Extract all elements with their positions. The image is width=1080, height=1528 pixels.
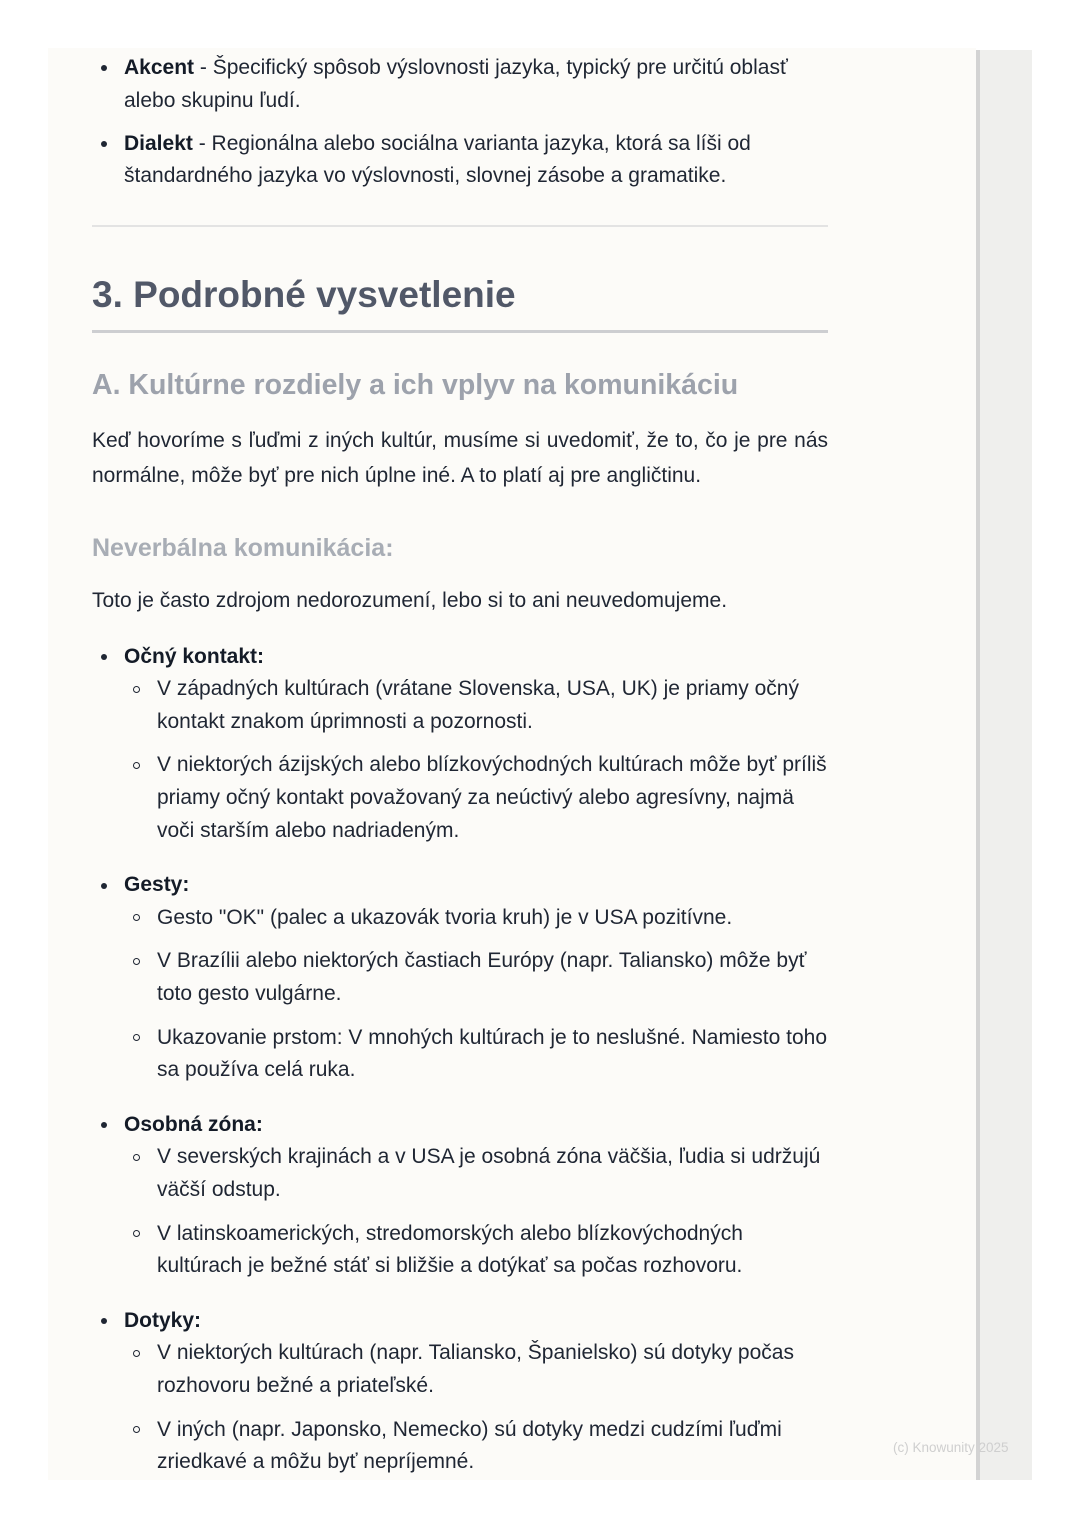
point-text: V severských krajinách a v USA je osobná zóna väčšia, ľudia si udržujú väčší odstup.: [157, 1145, 821, 1201]
point-text: V niektorých ázijských alebo blízkovýchodných kultúrach môže byť príliš priamy očný kontakt považovaný za neúctivý alebo agresívny, najmä voči starším alebo nadriadeným.: [157, 753, 827, 842]
point-text: Gesto "OK" (palec a ukazovák tvoria kruh) je v USA pozitívne.: [157, 905, 733, 929]
topic-item: [124, 1305, 828, 1479]
point-text: V Brazílii alebo niektorých častiach Európy (napr. Taliansko) môže byť toto gesto vulgárne.: [157, 949, 807, 1005]
right-margin-panel: [976, 50, 1032, 1480]
topic-label: Osobná zóna:: [124, 1112, 263, 1136]
list-item: [124, 128, 828, 193]
bullet-disc-icon: [101, 1122, 107, 1128]
watermark: (c) Knowunity 2025: [893, 1440, 1009, 1455]
topic-item: [124, 869, 828, 1087]
term: Akcent: [124, 56, 195, 79]
bullet-circle-icon: [133, 1034, 140, 1041]
point-item: [157, 902, 828, 935]
point-item: [157, 1022, 828, 1087]
bullet-circle-icon: [133, 762, 140, 769]
point-text: V iných (napr. Japonsko, Nemecko) sú dotyky medzi cudzími ľuďmi zriedkavé a môžu byť nepríjemné.: [157, 1417, 782, 1474]
bullet-disc-icon: [101, 141, 107, 147]
bullet-disc-icon: [101, 654, 107, 660]
bullet-disc-icon: [101, 883, 107, 889]
point-list: [124, 902, 828, 1087]
topic-item: [124, 1109, 828, 1283]
point-item: [157, 1414, 828, 1479]
point-item: [157, 749, 828, 847]
topic-label: Dotyky:: [124, 1308, 202, 1332]
point-list: [124, 1337, 828, 1478]
point-item: [157, 1141, 828, 1206]
bullet-disc-icon: [101, 65, 107, 71]
section-divider: [92, 225, 828, 227]
subsection-heading: A. Kultúrne rozdiely a ich vplyv na komunikáciu: [92, 368, 739, 401]
bullet-circle-icon: [133, 1154, 140, 1161]
point-text: Ukazovanie prstom: V mnohých kultúrach je to neslušné. Namiesto toho sa používa celá ruka.: [157, 1025, 828, 1082]
topic-intro: Toto je často zdrojom nedorozumení, lebo si to ani neuvedomujeme.: [92, 589, 728, 613]
point-item: [157, 673, 828, 738]
topic-label: Gesty:: [124, 873, 190, 897]
point-item: [157, 945, 828, 1010]
bullet-circle-icon: [133, 958, 140, 965]
topic-item: [124, 641, 828, 848]
point-item: [157, 1337, 828, 1402]
bullet-circle-icon: [133, 1426, 140, 1433]
point-text: V západných kultúrach (vrátane Slovenska, USA, UK) je priamy očný kontakt znakom úprimnosti a pozornosti.: [157, 677, 799, 733]
term: Dialekt: [124, 131, 193, 155]
point-text: V niektorých kultúrach (napr. Taliansko, Španielsko) sú dotyky počas rozhovoru bežné a priateľské.: [157, 1341, 794, 1397]
bullet-disc-icon: [101, 1318, 107, 1324]
topic-list: [92, 641, 828, 1479]
section-heading: 3. Podrobné vysvetlenie: [92, 273, 828, 333]
point-item: [157, 1218, 828, 1283]
bullet-circle-icon: [133, 1230, 140, 1237]
definition: - Regionálna alebo sociálna varianta jazyka, ktorá sa líši od štandardného jazyka vo výslovnosti, slovnej zásobe a gramatike.: [124, 131, 751, 188]
list-item: [124, 52, 828, 117]
point-text: V latinskoamerických, stredomorských alebo blízkovýchodných kultúrach je bežné stáť si bližšie a dotýkať sa počas rozhovoru.: [157, 1221, 743, 1278]
bullet-circle-icon: [133, 914, 140, 921]
definition: - Špecifický spôsob výslovnosti jazyka, typický pre určitú oblasť alebo skupinu ľudí.: [124, 56, 788, 112]
point-list: [124, 1141, 828, 1282]
point-list: [124, 673, 828, 847]
topic-heading: Neverbálna komunikácia:: [92, 533, 394, 562]
topic-label: Očný kontakt:: [124, 644, 265, 668]
intro-list: [92, 52, 828, 193]
subsection-intro: Keď hovoríme s ľuďmi z iných kultúr, musíme si uvedomiť, že to, čo je pre nás normálne, môže byť pre nich úplne iné. A to platí aj pre angličtinu.: [92, 429, 828, 488]
bullet-circle-icon: [133, 1350, 140, 1357]
document-content: [92, 52, 828, 1479]
bullet-circle-icon: [133, 686, 140, 693]
